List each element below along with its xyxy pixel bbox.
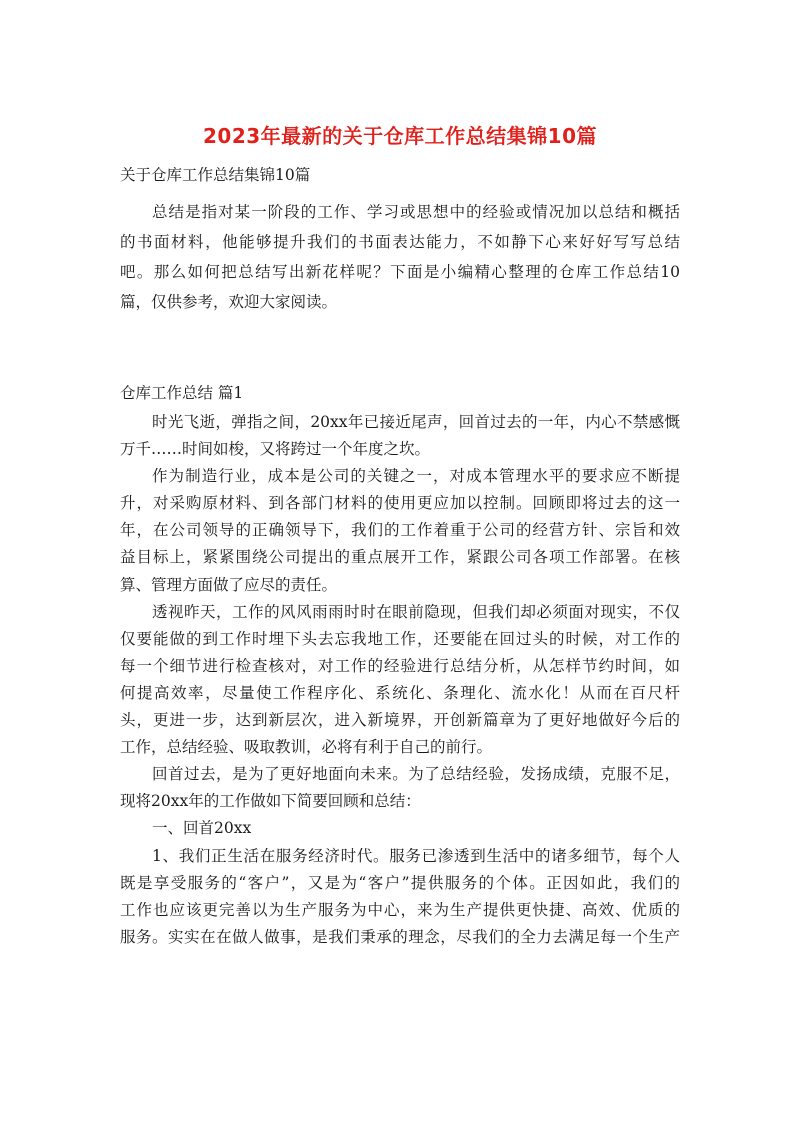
body-line: 工作也应该更完善以为生产服务为中心，来为生产提供更快捷、高效、优质的 <box>120 900 680 919</box>
body-line: 现将20xx年的工作做如下简要回顾和总结： <box>120 792 421 811</box>
intro-line: 的书面材料，他能够提升我们的书面表达能力，不如静下心来好好写写总结 <box>120 233 680 251</box>
body-line: 每一个细节进行检查核对，对工作的经验进行总结分析，从怎样节约时间，如 <box>120 656 680 675</box>
body-line: 透视昨天，工作的风风雨雨时时在眼前隐现，但我们却必须面对现实，不仅 <box>152 602 680 621</box>
body-line: 回首过去，是为了更好地面向未来。为了总结经验，发扬成绩，克服不足， <box>152 765 680 784</box>
body-line: 年，在公司领导的正确领导下，我们的工作着重于公司的经营方针、宗旨和效 <box>120 521 680 540</box>
section-body <box>120 409 680 951</box>
body-line: 一、回首20xx <box>152 819 252 838</box>
body-line: 万千……时间如梭，又将跨过一个年度之坎。 <box>120 440 431 459</box>
section-heading: 仓库工作总结 篇1 <box>120 384 244 402</box>
intro-paragraph <box>120 197 680 317</box>
body-line: 作为制造行业，成本是公司的关键之一，对成本管理水平的要求应不断提 <box>152 467 680 486</box>
intro-line: 吧。那么如何把总结写出新花样呢？下面是小编精心整理的仓库工作总结10 <box>120 263 680 281</box>
intro-line: 总结是指对某一阶段的工作、学习或思想中的经验或情况加以总结和概括 <box>152 203 680 221</box>
body-line: 升，对采购原材料、到各部门材料的使用更应加以控制。回顾即将过去的这一 <box>120 494 680 513</box>
body-line: 既是享受服务的“客户”，又是为“客户”提供服务的个体。正因如此，我们的 <box>120 873 680 892</box>
body-line: 头，更进一步，达到新层次，进入新境界，开创新篇章为了更好地做好今后的 <box>120 711 680 730</box>
body-line: 工作，总结经验、吸取教训，必将有利于自己的前行。 <box>120 738 493 757</box>
body-line: 1、我们正生活在服务经济时代。服务已渗透到生活中的诸多细节，每个人 <box>152 846 680 865</box>
body-line: 仅要能做的到工作时埋下头去忘我地工作，还要能在回过头的时候，对工作的 <box>120 629 680 648</box>
document-subtitle: 关于仓库工作总结集锦10篇 <box>120 166 311 184</box>
body-line: 益目标上，紧紧围绕公司提出的重点展开工作，紧跟公司各项工作部署。在核 <box>120 548 680 567</box>
body-line: 何提高效率，尽量使工作程序化、系统化、条理化、流水化！从而在百尺杆 <box>120 683 680 702</box>
intro-line: 篇，仅供参考，欢迎大家阅读。 <box>120 293 338 311</box>
body-line: 时光飞逝，弹指之间，20xx年已接近尾声，回首过去的一年，内心不禁感慨 <box>152 413 680 431</box>
body-line: 算、管理方面做了应尽的责任。 <box>120 575 338 594</box>
document-title: 2023年最新的关于仓库工作总结集锦10篇 <box>203 124 597 148</box>
body-line: 服务。实实在在做人做事，是我们秉承的理念，尽我们的全力去满足每一个生产 <box>120 927 680 946</box>
